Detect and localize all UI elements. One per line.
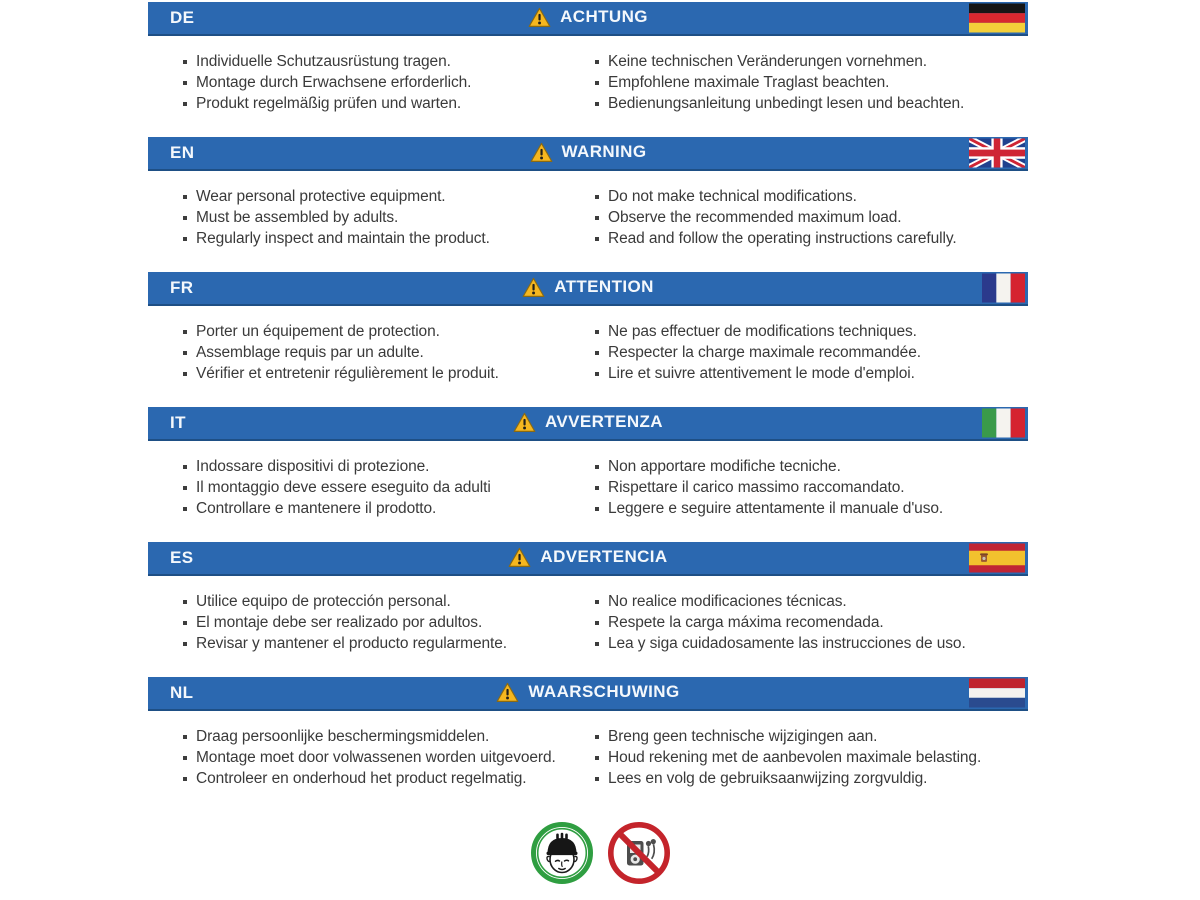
language-code: FR [170, 278, 194, 297]
bullet-item: No realice modificaciones técnicas. [592, 591, 1028, 612]
warning-word: AVVERTENZA [545, 412, 663, 431]
bullet-item: Controllare e mantenere il prodotto. [180, 498, 588, 519]
bullet-list-right [588, 321, 1028, 384]
language-code: EN [170, 143, 195, 162]
bullet-item: Ne pas effectuer de modifications techniques. [592, 321, 1028, 342]
bullet-item: Lire et suivre attentivement le mode d'emploi. [592, 363, 1028, 384]
bullet-item: Do not make technical modifications. [592, 186, 1028, 207]
bullet-item: Vérifier et entretenir régulièrement le produit. [180, 363, 588, 384]
bullet-item: Breng geen technische wijzigingen aan. [592, 726, 1028, 747]
italy-flag-icon [982, 409, 1025, 438]
bullet-item: Read and follow the operating instructions carefully. [592, 228, 1028, 249]
section-en [148, 137, 1028, 272]
header-title-group [148, 137, 1028, 167]
wear-helmet-mandatory-icon [530, 821, 594, 885]
bullet-columns [148, 321, 1028, 384]
germany-flag-icon [969, 4, 1025, 33]
warning-word: ADVERTENCIA [540, 547, 668, 566]
bullet-item: Porter un équipement de protection. [180, 321, 588, 342]
spain-coat-of-arms [980, 553, 988, 562]
bullet-item: Houd rekening met de aanbevolen maximale belasting. [592, 747, 1028, 768]
header-bar-it [148, 407, 1028, 441]
warning-triangle-icon [513, 412, 536, 433]
bullet-item: Montage durch Erwachsene erforderlich. [180, 72, 588, 93]
bullet-columns [148, 591, 1028, 654]
header-bar-es [148, 542, 1028, 576]
netherlands-flag-icon [969, 679, 1025, 708]
bullet-item: Controleer en onderhoud het product regelmatig. [180, 768, 588, 789]
bullet-item: Leggere e seguire attentamente il manuale d'uso. [592, 498, 1028, 519]
header-bar-en [148, 137, 1028, 171]
section-it [148, 407, 1028, 542]
section-es [148, 542, 1028, 677]
bullet-item: Observe the recommended maximum load. [592, 207, 1028, 228]
bullet-item: Montage moet door volwassenen worden uitgevoerd. [180, 747, 588, 768]
warning-triangle-icon [530, 142, 553, 163]
bullet-item: Regularly inspect and maintain the product. [180, 228, 588, 249]
bullet-item: Lea y siga cuidadosamente las instrucciones de uso. [592, 633, 1028, 654]
bullet-item: Draag persoonlijke beschermingsmiddelen. [180, 726, 588, 747]
bullet-item: Individuelle Schutzausrüstung tragen. [180, 51, 588, 72]
bullet-item: Revisar y mantener el producto regularmente. [180, 633, 588, 654]
bullet-list-right [588, 456, 1028, 519]
france-flag-icon [982, 274, 1025, 303]
bullet-item: Respecter la charge maximale recommandée. [592, 342, 1028, 363]
no-music-player-prohibition-icon [607, 821, 671, 885]
bullet-item: Bedienungsanleitung unbedingt lesen und beachten. [592, 93, 1028, 114]
header-title-group [148, 542, 1028, 572]
bullet-item: Keine technischen Veränderungen vornehmen. [592, 51, 1028, 72]
language-code: IT [170, 413, 186, 432]
bullet-list-right [588, 726, 1028, 789]
bullet-item: Wear personal protective equipment. [180, 186, 588, 207]
language-code: NL [170, 683, 194, 702]
header-bar-fr [148, 272, 1028, 306]
bullet-list-left [148, 726, 588, 789]
warning-word: WAARSCHUWING [528, 682, 680, 701]
bullet-list-left [148, 456, 588, 519]
bullet-item: Respete la carga máxima recomendada. [592, 612, 1028, 633]
uk-flag-icon [969, 139, 1025, 168]
bullet-item: Rispettare il carico massimo raccomandato. [592, 477, 1028, 498]
bullet-item: Must be assembled by adults. [180, 207, 588, 228]
warning-triangle-icon [522, 277, 545, 298]
header-title-group [148, 677, 1028, 707]
bullet-item: Indossare dispositivi di protezione. [180, 456, 588, 477]
warning-word: WARNING [561, 142, 647, 161]
bullet-list-left [148, 186, 588, 249]
warning-word: ATTENTION [554, 277, 654, 296]
header-bar-nl [148, 677, 1028, 711]
section-de [148, 2, 1028, 137]
bullet-item: Utilice equipo de protección personal. [180, 591, 588, 612]
bullet-item: Assemblage requis par un adulte. [180, 342, 588, 363]
section-nl [148, 677, 1028, 812]
bullet-list-right [588, 51, 1028, 114]
bullet-columns [148, 456, 1028, 519]
warning-word: ACHTUNG [560, 7, 648, 26]
bullet-list-right [588, 186, 1028, 249]
bullet-item: El montaje debe ser realizado por adultos. [180, 612, 588, 633]
bullet-list-right [588, 591, 1028, 654]
warning-triangle-icon [508, 547, 531, 568]
bullet-list-left [148, 51, 588, 114]
header-bar-de [148, 2, 1028, 36]
bullet-columns [148, 51, 1028, 114]
bullet-item: Non apportare modifiche tecniche. [592, 456, 1028, 477]
bullet-item: Empfohlene maximale Traglast beachten. [592, 72, 1028, 93]
warning-triangle-icon [528, 7, 551, 28]
bullet-item: Il montaggio deve essere eseguito da adulti [180, 477, 588, 498]
bullet-columns [148, 726, 1028, 789]
language-code: DE [170, 8, 195, 27]
bullet-list-left [148, 591, 588, 654]
bullet-item: Lees en volg de gebruiksaanwijzing zorgvuldig. [592, 768, 1028, 789]
content-column [148, 2, 1028, 885]
bullet-list-left [148, 321, 588, 384]
header-title-group [148, 2, 1028, 32]
header-title-group [148, 272, 1028, 302]
footer-pictograms [172, 821, 1028, 885]
section-fr [148, 272, 1028, 407]
warning-triangle-icon [496, 682, 519, 703]
bullet-columns [148, 186, 1028, 249]
spain-flag-icon [969, 544, 1025, 573]
language-code: ES [170, 548, 194, 567]
header-title-group [148, 407, 1028, 437]
bullet-item: Produkt regelmäßig prüfen und warten. [180, 93, 588, 114]
